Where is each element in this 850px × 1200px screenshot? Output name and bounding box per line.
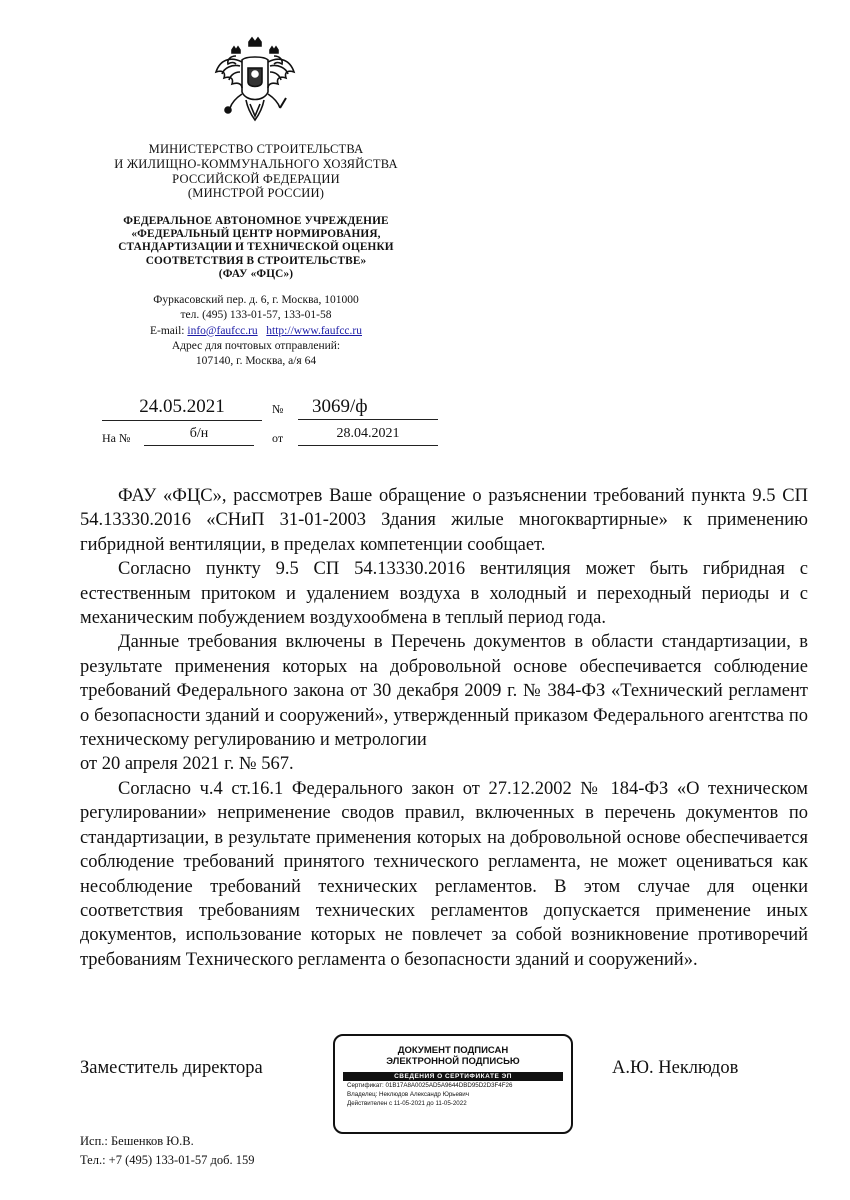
agency-line: (ФАУ «ФЦС») [218,267,294,280]
signer-title: Заместитель директора [80,1058,263,1078]
ministry-line: (МИНСТРОЙ РОССИИ) [187,186,325,201]
postal-address: 107140, г. Москва, а/я 64 [195,355,317,368]
stamp-validity: Действителен с 11-05-2021 до 11-05-2022 [347,1100,467,1107]
outgoing-date: 24.05.2021 [102,396,262,421]
performer-block [80,1132,254,1170]
email-web-line [96,324,416,339]
outgoing-number: 3069/ф [298,396,438,420]
postal-label: Адрес для почтовых отправлений: [171,339,341,352]
phone-line: тел. (495) 133-01-57, 133-01-58 [180,309,332,322]
number-label: № [272,402,284,416]
signer-name: А.Ю. Неклюдов [612,1058,739,1078]
stamp-certificate-bar: СВЕДЕНИЯ О СЕРТИФИКАТЕ ЭП [343,1072,563,1081]
stamp-title-line: ДОКУМЕНТ ПОДПИСАН [397,1045,509,1056]
reply-to-label: На № [102,431,131,445]
ministry-line: МИНИСТЕРСТВО СТРОИТЕЛЬСТВА [148,142,364,156]
contact-block [96,293,416,369]
from-label: от [272,431,284,445]
agency-line: «ФЕДЕРАЛЬНЫЙ ЦЕНТР НОРМИРОВАНИЯ, [131,228,381,241]
performer-phone: Тел.: +7 (495) 133-01-57 доб. 159 [80,1153,255,1167]
letter-body [80,484,808,972]
body-paragraph: Согласно пункту 9.5 СП 54.13330.2016 вентиляция может быть гибридная с естественным притоком и удалением воздуха в холодный и переходный периоды и с механическим побуждением воздухообмена в теплый период года. [80,559,808,629]
electronic-signature-stamp [333,1034,573,1134]
ministry-header [96,142,416,201]
agency-line: СТАНДАРТИЗАЦИИ И ТЕХНИЧЕСКОЙ ОЦЕНКИ [118,241,394,254]
email-label: E-mail: [150,324,185,337]
email-link[interactable]: info@faufcc.ru [187,324,258,337]
stamp-title-line: ЭЛЕКТРОННОЙ ПОДПИСЬЮ [386,1056,520,1067]
stamp-title [335,1045,571,1067]
stamp-certificate: Сертификат: 01B17A8A0025AD5A9644DBD95D2D3F4F26 [347,1082,513,1089]
body-paragraph: ФАУ «ФЦС», рассмотрев Ваше обращение о разъяснении требований пункта 9.5 СП 54.13330.2016 «СНиП 31-01-2003 Здания жилые многоквартирные» к применению гибридной вентиляции, в пределах компетенции сообщает. [80,486,808,555]
agency-line: ФЕДЕРАЛЬНОЕ АВТОНОМНОЕ УЧРЕЖДЕНИЕ [123,215,389,227]
coat-of-arms-emblem [212,36,298,126]
reply-to-date: 28.04.2021 [298,425,438,446]
stamp-owner: Владелец: Неклюдов Александр Юрьевич [347,1091,469,1098]
ministry-line: И ЖИЛИЩНО-КОММУНАЛЬНОГО ХОЗЯЙСТВА [114,156,398,171]
performer-name: Исп.: Бешенков Ю.В. [80,1134,194,1148]
website-link[interactable]: http://www.faufcc.ru [266,324,362,337]
body-paragraph: Данные требования включены в Перечень документов в области стандартизации, в результате применения которых на добровольной основе обеспечивается соблюдение требований Федерального закона от 30 декабря 2009 г. № 384-ФЗ «Технический регламент о безопасности зданий и сооружений», утвержденный приказом Федерального агентства по техническому регулированию и метрологии [80,632,808,751]
body-paragraph: от 20 апреля 2021 г. № 567. [80,754,294,775]
reply-to-number: б/н [144,425,254,446]
double-headed-eagle-icon [212,36,298,126]
ministry-line: РОССИЙСКОЙ ФЕДЕРАЦИИ [172,171,340,186]
street-address: Фуркасовский пер. д. 6, г. Москва, 101000 [153,294,359,306]
body-paragraph: Согласно ч.4 ст.16.1 Федерального закон от 27.12.2002 № 184-ФЗ «О техническом регулировании» неприменение сводов правил, включенных в перечень документов по стандартизации, в результате применения которых на добровольной основе обеспечивается соблюдение требований принятого технического регламента, не может оцениваться как несоблюдение требований технических регламентов. В этом случае для оценки соответствия требованиям технических регламентов допускается применение иных документов, использование которых не повлечет за собой возникновение противоречий требованиям Технического регламента о безопасности зданий и сооружений». [80,778,808,970]
agency-header [96,215,416,281]
agency-line: СООТВЕТСТВИЯ В СТРОИТЕЛЬСТВЕ» [145,254,367,267]
